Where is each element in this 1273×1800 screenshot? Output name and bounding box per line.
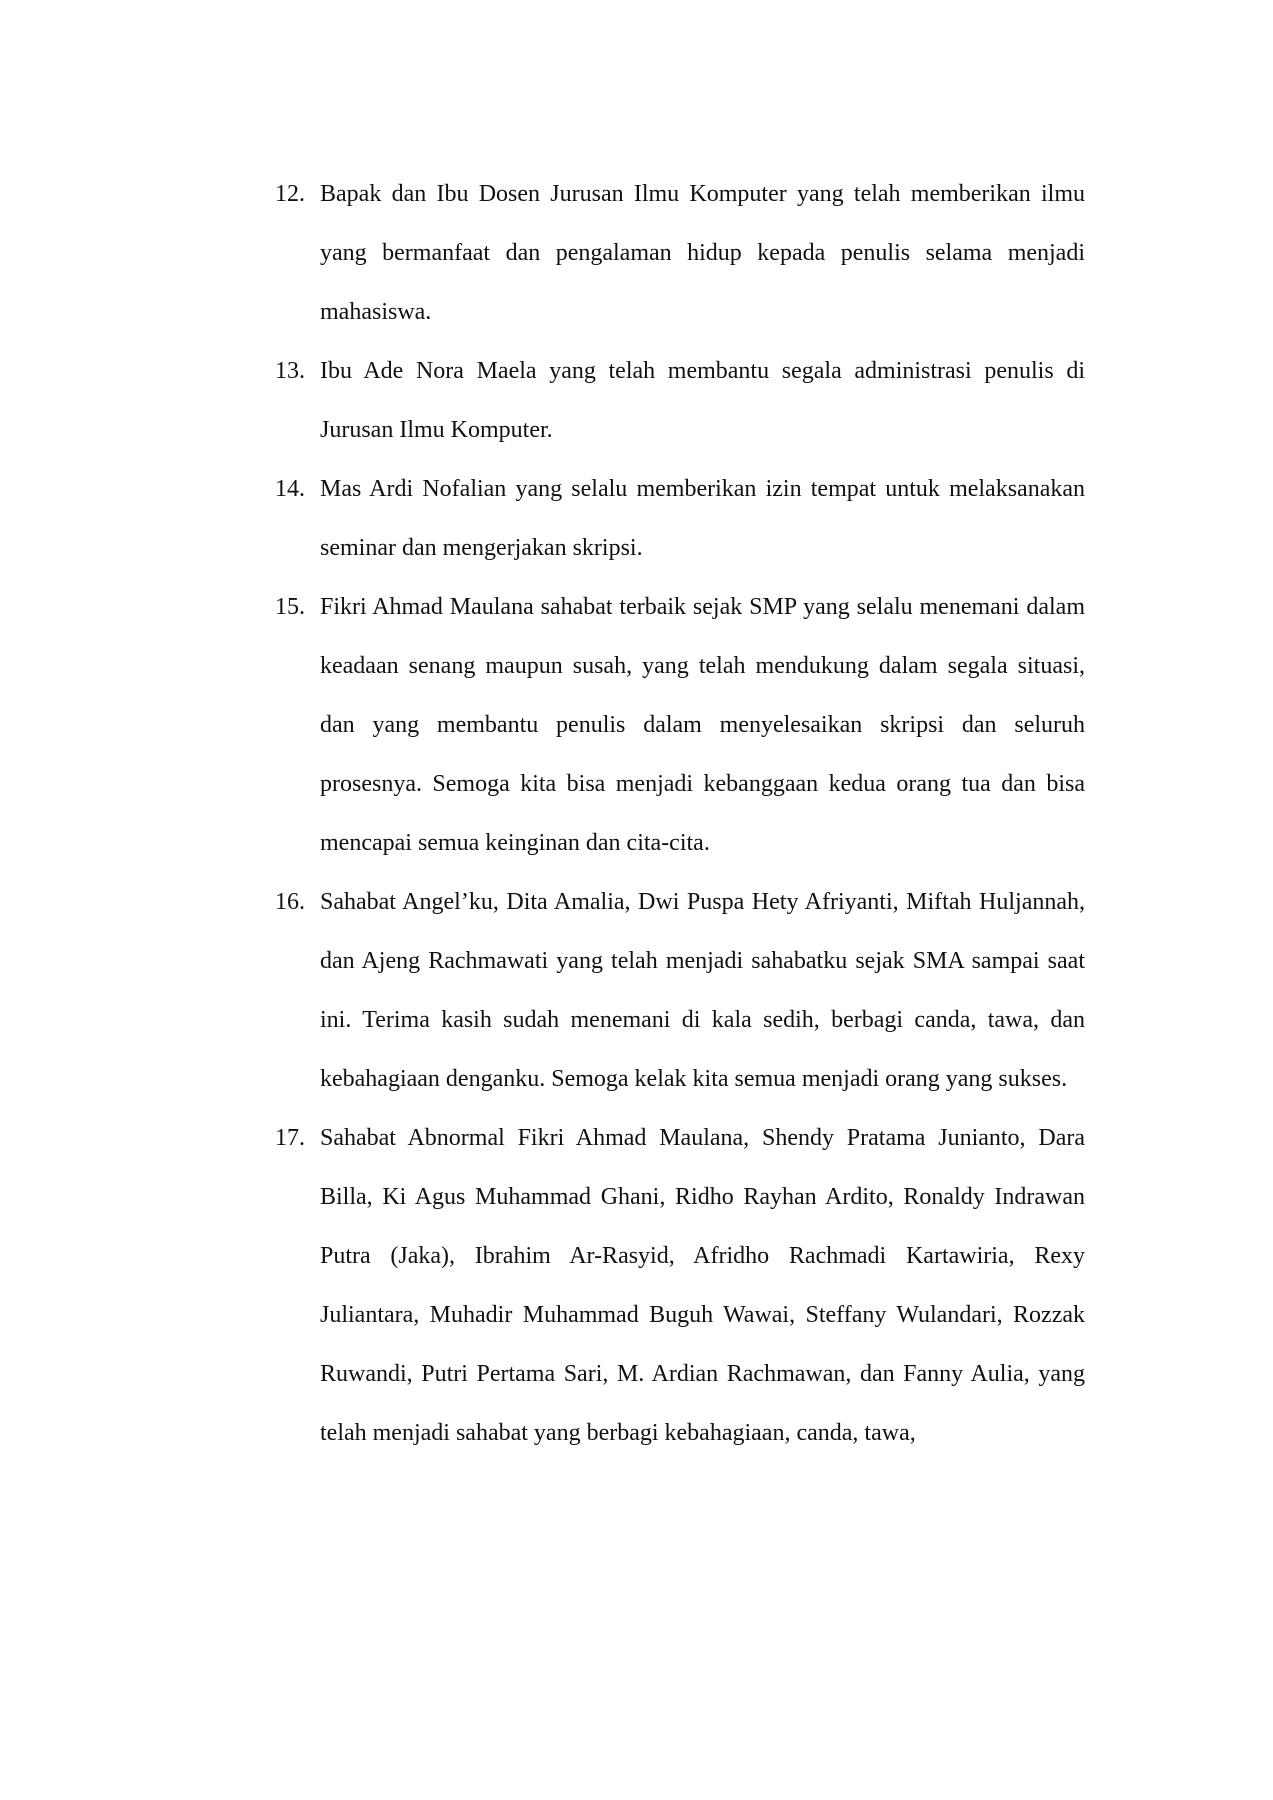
list-item-number: 13. xyxy=(275,358,305,384)
list-item-text: Fikri Ahmad Maulana sahabat terbaik sejak SMP yang selalu menemani dalam keadaan senang maupun susah, yang telah mendukung dalam segala situasi, dan yang membantu penulis dalam menyelesaikan skripsi dan seluruh prosesnya. Semoga kita bisa menjadi kebanggaan kedua orang tua dan bisa mencapai semua keinginan dan cita-cita. xyxy=(320,594,1085,856)
list-item-text: Mas Ardi Nofalian yang selalu memberikan izin tempat untuk melaksanakan seminar dan mengerjakan skripsi. xyxy=(320,476,1085,561)
list-item-14 xyxy=(275,460,1085,578)
list-item-number: 14. xyxy=(275,476,305,502)
list-item-text: Sahabat Angel’ku, Dita Amalia, Dwi Puspa Hety Afriyanti, Miftah Huljannah, dan Ajeng Rachmawati yang telah menjadi sahabatku sejak SMA sampai saat ini. Terima kasih sudah menemani di kala sedih, berbagi canda, tawa, dan kebahagiaan denganku. Semoga kelak kita semua menjadi orang yang sukses. xyxy=(320,889,1085,1092)
list-item-number: 12. xyxy=(275,181,305,207)
list-item-16 xyxy=(275,873,1085,1109)
list-item-13 xyxy=(275,342,1085,460)
list-item-text: Ibu Ade Nora Maela yang telah membantu segala administrasi penulis di Jurusan Ilmu Komputer. xyxy=(320,358,1085,443)
list-item-text: Sahabat Abnormal Fikri Ahmad Maulana, Shendy Pratama Junianto, Dara Billa, Ki Agus Muhammad Ghani, Ridho Rayhan Ardito, Ronaldy Indrawan Putra (Jaka), Ibrahim Ar-Rasyid, Afridho Rachmadi Kartawiria, Rexy Juliantara, Muhadir Muhammad Buguh Wawai, Steffany Wulandari, Rozzak Ruwandi, Putri Pertama Sari, M. Ardian Rachmawan, dan Fanny Aulia, yang telah menjadi sahabat yang berbagi kebahagiaan, canda, tawa, xyxy=(320,1125,1085,1446)
list-item-number: 17. xyxy=(275,1125,305,1151)
acknowledgement-list xyxy=(275,165,1085,1463)
list-item-15 xyxy=(275,578,1085,873)
list-item-12 xyxy=(275,165,1085,342)
list-item-text: Bapak dan Ibu Dosen Jurusan Ilmu Komputer yang telah memberikan ilmu yang bermanfaat dan pengalaman hidup kepada penulis selama menjadi mahasiswa. xyxy=(320,181,1085,325)
list-item-number: 16. xyxy=(275,889,305,915)
list-item-number: 15. xyxy=(275,594,305,620)
list-item-17 xyxy=(275,1109,1085,1463)
